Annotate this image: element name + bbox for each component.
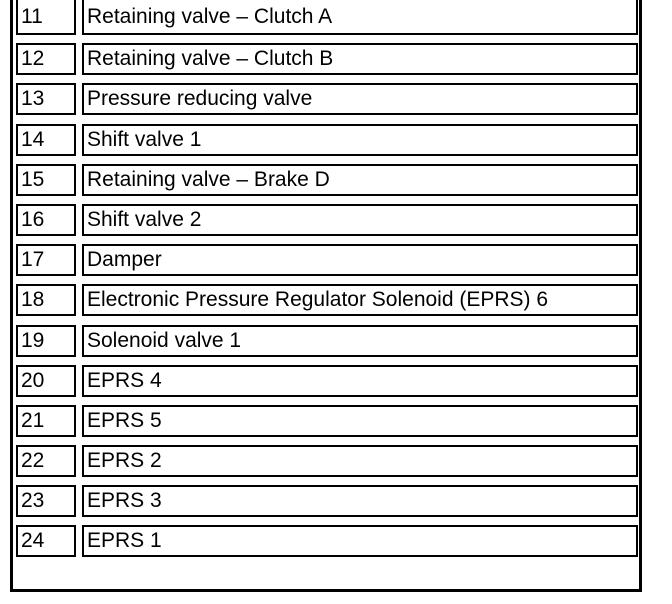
table-row (16, 362, 638, 402)
table-row (16, 121, 638, 161)
row-number-cell: 24 (16, 525, 76, 557)
table-row (16, 402, 638, 442)
row-number-cell: 12 (16, 43, 76, 75)
row-description-cell: Retaining valve – Brake D (82, 164, 638, 196)
parts-table (16, 0, 638, 563)
row-description-cell: Shift valve 1 (82, 124, 638, 156)
table-row (16, 161, 638, 201)
row-description-cell: Retaining valve – Clutch B (82, 43, 638, 75)
row-description-cell: Solenoid valve 1 (82, 325, 638, 357)
row-number-cell: 19 (16, 325, 76, 357)
row-description-cell: EPRS 3 (82, 485, 638, 517)
row-number-cell: 14 (16, 124, 76, 156)
row-number-cell: 13 (16, 83, 76, 115)
table-row (16, 482, 638, 522)
row-description-cell: EPRS 1 (82, 525, 638, 557)
row-number-cell: 17 (16, 244, 76, 276)
row-description-cell: Damper (82, 244, 638, 276)
table-row (16, 442, 638, 482)
row-number-cell: 16 (16, 204, 76, 236)
row-description-cell: EPRS 2 (82, 445, 638, 477)
table-row (16, 322, 638, 362)
row-number-cell: 20 (16, 365, 76, 397)
row-number-cell: 18 (16, 284, 76, 316)
table-row (16, 0, 638, 40)
row-number-cell: 15 (16, 164, 76, 196)
row-description-cell: EPRS 5 (82, 405, 638, 437)
row-number-cell: 21 (16, 405, 76, 437)
row-description-cell: Electronic Pressure Regulator Solenoid (EPRS) 6 (82, 284, 638, 316)
table-row (16, 281, 638, 321)
row-description-cell: EPRS 4 (82, 365, 638, 397)
table-row (16, 241, 638, 281)
row-description-cell: Shift valve 2 (82, 204, 638, 236)
table-row (16, 522, 638, 562)
row-description-cell: Pressure reducing valve (82, 83, 638, 115)
row-number-cell: 11 (16, 0, 76, 35)
row-number-cell: 22 (16, 445, 76, 477)
table-row (16, 201, 638, 241)
row-description-cell: Retaining valve – Clutch A (82, 0, 638, 35)
table-row (16, 80, 638, 120)
row-number-cell: 23 (16, 485, 76, 517)
table-row (16, 40, 638, 80)
